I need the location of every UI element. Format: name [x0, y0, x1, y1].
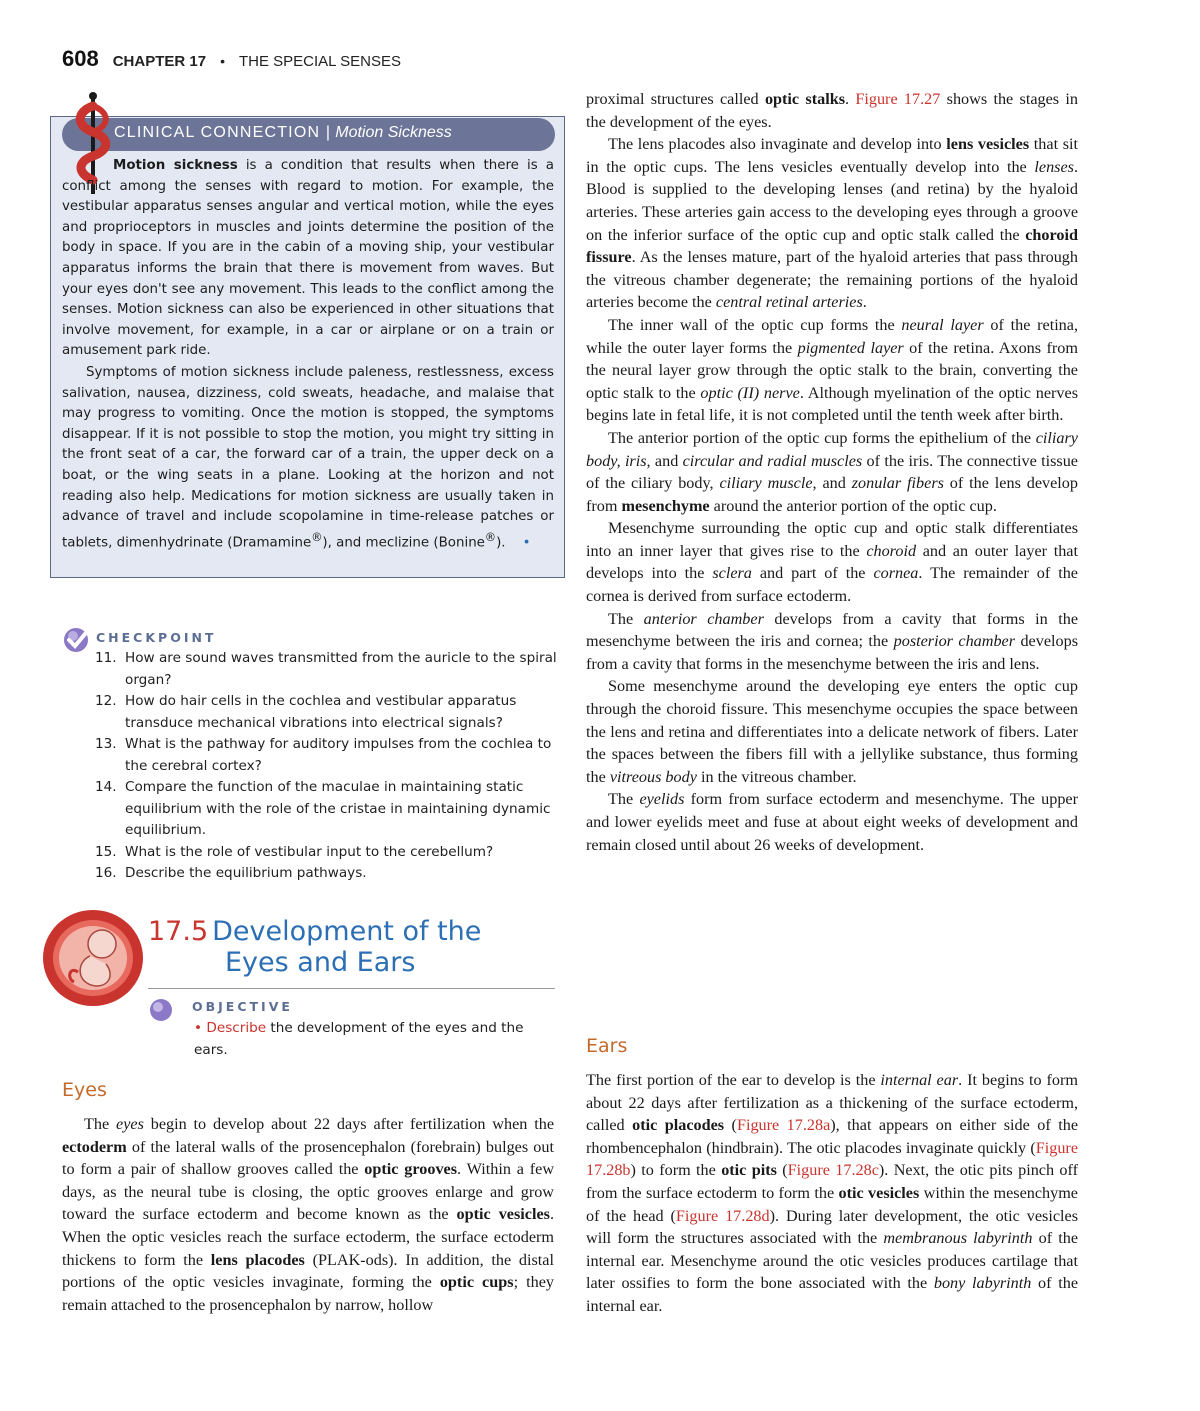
text: The anterior portion of the optic cup forms the epithelium of the [608, 428, 1036, 447]
page-number: 608 [62, 46, 99, 71]
text: (PLAK-ods). In addition, the distal portions of the optic vesicles invaginate, forming the [62, 1250, 554, 1292]
text: develops from a cavity that forms in the mesenchyme between the iris and cornea; the [586, 609, 1079, 651]
term: anterior chamber [643, 609, 764, 628]
right-paragraph-4 [586, 427, 1078, 517]
right-paragraph-5 [586, 517, 1078, 607]
objective-verb: Describe [206, 1020, 267, 1036]
question-number: 16. [95, 865, 117, 881]
objective-rest: the development of the eyes and the ears. [194, 1020, 524, 1058]
objective-bullet: • [194, 1020, 203, 1036]
figure-link[interactable]: Figure 17.27 [855, 90, 941, 108]
term: ectoderm [62, 1137, 127, 1156]
text: . As the lenses mature, part of the hyaloid arteries that pass through the vitreous chamber degenerate; the remaining portions of the hyaloid arteries become the [586, 248, 1078, 312]
text: shows the stages in the development of the eyes. [586, 90, 1078, 131]
term: cornea [873, 564, 919, 583]
text: of the retina. Axons from the neural layer grow through the optic stalk to the brain, converting the optic stalk to the [586, 338, 1078, 402]
section-title-line-1: Development of the [212, 916, 482, 947]
text: . Although myelination of the optic nerves begins late in fetal life, it is not completed until the tenth week after birth. [586, 383, 1078, 425]
question-number: 13. [95, 736, 117, 752]
checkpoint-list [95, 648, 565, 885]
end-of-box-mark: • [522, 535, 531, 551]
objective-bullet-icon [146, 998, 174, 1022]
term: internal ear [880, 1071, 959, 1089]
registered-mark: ® [311, 530, 323, 544]
text: The lens placodes also invaginate and develop into [608, 135, 947, 154]
term: optic (II) nerve [700, 383, 800, 402]
ears-paragraph-1 [586, 1069, 1078, 1318]
right-paragraph-8 [586, 788, 1078, 856]
text: begin to develop about 22 days after fertilization when the [143, 1115, 554, 1133]
checkmark-icon [62, 625, 92, 653]
question-text: How are sound waves transmitted from the auricle to the spiral organ? [125, 650, 557, 688]
question-text: Compare the function of the maculae in maintaining static equilibrium with the role of the cristae in maintaining dynamic equilibrium. [125, 779, 551, 838]
text: ). During later development, the otic vesicles will form the structures associated with the [586, 1206, 1079, 1248]
clinical-topic: Motion Sickness [335, 124, 452, 141]
term: zonular fibers [851, 474, 944, 493]
term: vitreous body [609, 767, 697, 786]
text: in the vitreous chamber. [696, 767, 857, 786]
term: otic pits [721, 1161, 777, 1180]
term: optic stalks [764, 90, 845, 108]
term: optic vesicles [456, 1205, 550, 1224]
term: neural layer [901, 315, 984, 334]
section-title-line-2: Eyes and Ears [225, 947, 416, 978]
term: choroid [866, 541, 917, 560]
figure-link[interactable]: Figure 17.28a [736, 1116, 831, 1135]
objective-title: OBJECTIVE [192, 999, 293, 1014]
question-text: What is the role of vestibular input to the cerebellum? [125, 843, 494, 860]
text: ( [776, 1161, 788, 1180]
running-section-name: THE SPECIAL SENSES [238, 53, 401, 70]
text: . When the optic vesicles reach the surface ectoderm, the surface ectoderm thickens to form the [62, 1205, 554, 1269]
embryo-icon [40, 906, 146, 1010]
clinical-p2-text-b: ), and meclizine (Bonine [322, 535, 485, 551]
running-head [62, 46, 401, 76]
term: membranous labyrinth [883, 1229, 1033, 1248]
term: lens placodes [210, 1250, 305, 1269]
chapter-label: CHAPTER 17 [112, 53, 207, 70]
checkpoint-question [95, 842, 565, 864]
term: optic cups [439, 1273, 514, 1292]
text: of the retina, while the outer layer forms the [586, 315, 1079, 357]
checkpoint-title: CHECKPOINT [96, 630, 217, 645]
term: lens vesicles [946, 135, 1030, 154]
text: . [845, 90, 856, 108]
text: The [608, 609, 644, 628]
term: circular and radial muscles [682, 451, 863, 470]
right-paragraph-2 [586, 133, 1078, 314]
text: and [650, 451, 683, 470]
text: develops from a cavity that forms in the mesenchyme between the iris and lens. [586, 632, 1079, 673]
right-paragraph-3 [586, 314, 1078, 427]
text: of the lens develop from [586, 474, 1078, 515]
objective-text [194, 1018, 554, 1061]
text: of the internal ear. Mesenchyme around the otic vesicles produces cartilage that later ossifies to form the bone associated with the [586, 1229, 1079, 1293]
text: The [84, 1115, 117, 1133]
text: . [862, 293, 867, 312]
right-column-text [586, 88, 1078, 856]
section-number: 17.5 [148, 916, 209, 947]
clinical-p1-text: is a condition that results when there is a conflict among the senses with regard to motion. For example, the vestibular apparatus senses angular and vertical motion, while the eyes and proprioceptors in muscles and joints determine the position of the body in space. If you are in the cabin of a moving ship, your vestibular apparatus informs the brain that there is movement from waves. But your eyes don't see any movement. This leads to the conflict among the senses. Motion sickness can also be experienced in other situations that involve movement, for example, in a car or airplane or on a train or amusement park ride. [62, 158, 554, 359]
motion-sickness-term: Motion sickness [113, 158, 238, 173]
text: . Within a few days, as the neural tube is closing, the optic grooves enlarge and grow toward the surface ectoderm and become known as the [62, 1160, 555, 1224]
ears-heading: Ears [586, 1035, 628, 1057]
text: ), that appears on either side of the rhombencephalon (hindbrain). The otic placodes invaginate quickly ( [586, 1116, 1078, 1157]
question-number: 15. [95, 843, 117, 860]
text: of the internal ear. [586, 1274, 1079, 1315]
text: Some mesenchyme around the developing eye enters the optic cup through the choroid fissure. This mesenchyme occupies the space between the lens and retina and differentiates into a delicate network of fibers. Later the spaces between the fibers fill with a jellylike substance, thus forming the [586, 677, 1078, 786]
question-number: 12. [95, 693, 117, 709]
term: otic placodes [632, 1116, 725, 1135]
clinical-divider: | [325, 124, 332, 141]
text: The [608, 790, 640, 809]
right-paragraph-7 [586, 675, 1078, 788]
term: sclera [712, 564, 752, 583]
clinical-p2-text-a: Symptoms of motion sickness include paleness, restlessness, excess salivation, nausea, dizziness, cold sweats, headache, and malaise that may progress to vomiting. Once the motion is stopped, the symptoms disappear. If it is not possible to stop the motion, you might try sitting in the front seat of a car, the forward car of a train, the upper deck on a boat, or the wing seats in a plane. Looking at the horizon and not reading also help. Medications for motion sickness are usually taken in advance of travel and include scopolamine in time-release patches or tablets, dimenhydrinate (Dramamine [62, 365, 554, 551]
text: Mesenchyme surrounding the optic cup and optic stalk differentiates into an inner layer that gives rise to the [586, 519, 1078, 560]
term: bony labyrinth [933, 1274, 1032, 1293]
text: and part of the [751, 564, 874, 583]
clinical-paragraph-2 [62, 363, 554, 554]
right-paragraph-6 [586, 608, 1078, 676]
checkpoint-question [95, 863, 565, 885]
text: and an outer layer that develops into the [586, 541, 1078, 583]
checkpoint-question [95, 734, 565, 777]
term: choroid fissure [586, 225, 1078, 267]
text: The first portion of the ear to develop is the [586, 1071, 881, 1089]
text: that sit in the optic cups. The lens vesicles eventually develop into the [586, 135, 1078, 176]
text: around the anterior portion of the optic cup. [709, 496, 997, 515]
checkpoint-question [95, 648, 565, 691]
term: optic grooves [364, 1160, 458, 1179]
text: ( [724, 1116, 737, 1135]
term: eyelids [639, 790, 685, 809]
registered-mark: ® [484, 530, 497, 544]
text: within the mesenchyme of the head ( [586, 1183, 1078, 1225]
text: . Blood is supplied to the developing lenses (and retina) by the hyaloid arteries. These arteries gain access to the developing eyes through a groove on the inferior surface of the optic cup and optic stalk called the [586, 157, 1078, 244]
head-separator: • [220, 53, 225, 69]
term: ciliary muscle, [719, 474, 817, 493]
checkpoint-question [95, 691, 565, 734]
clinical-label: CLINICAL CONNECTION [114, 124, 321, 141]
section-heading [148, 916, 548, 978]
heading-rule [148, 988, 555, 989]
question-text: Describe the equilibrium pathways. [125, 865, 367, 881]
text: form from surface ectoderm and mesenchyme. The upper and lower eyelids meet and fuse at about eight weeks of development and remain closed until about 26 weeks of development. [586, 790, 1078, 854]
term: mesenchyme [621, 496, 710, 515]
clinical-p2-text-c: ). [496, 535, 506, 551]
text: . It begins to form about 22 days after fertilization as a thickening of the surface ectoderm, called [586, 1071, 1078, 1135]
term: otic vesicles [838, 1183, 920, 1202]
term: lenses [1034, 157, 1074, 176]
text: ). Next, the otic pits pinch off from the surface ectoderm to form the [586, 1161, 1079, 1202]
question-number: 11. [95, 650, 117, 666]
clinical-connection-title [114, 124, 452, 142]
term: eyes [116, 1115, 144, 1133]
right-paragraph-1 [586, 88, 1078, 133]
term: posterior chamber [893, 632, 1016, 651]
question-number: 14. [95, 779, 117, 795]
checkpoint-question [95, 777, 565, 842]
figure-link[interactable]: Figure 17.28d [675, 1206, 770, 1225]
term: pigmented layer [797, 338, 904, 357]
term: ciliary body, iris, [586, 428, 1078, 470]
eyes-paragraph-1 [62, 1113, 554, 1316]
question-text: How do hair cells in the cochlea and vestibular apparatus transduce mechanical vibrations into electrical signals? [125, 693, 517, 731]
eyes-body [62, 1113, 554, 1316]
term: central retinal arteries [715, 293, 863, 312]
text: ; they remain attached to the prosencephalon by narrow, hollow [62, 1273, 554, 1314]
text: The inner wall of the optic cup forms the [608, 315, 902, 334]
clinical-paragraph-1 [62, 156, 554, 362]
ears-body [586, 1069, 1078, 1318]
eyes-heading: Eyes [62, 1079, 107, 1101]
text: of the iris. The connective tissue of the ciliary body, [586, 451, 1078, 493]
text: and [816, 474, 852, 493]
text: proximal structures called [586, 90, 765, 108]
figure-link[interactable]: Figure 17.28b [586, 1138, 1078, 1180]
text: ) to form the [630, 1161, 722, 1180]
text: . The remainder of the cornea is derived from surface ectoderm. [586, 564, 1078, 606]
text: of the lateral walls of the prosencephalon (forebrain) bulges out to form a pair of shallow grooves called the [62, 1137, 554, 1179]
figure-link[interactable]: Figure 17.28c [787, 1161, 879, 1180]
question-text: What is the pathway for auditory impulses from the cochlea to the cerebral cortex? [125, 736, 552, 774]
